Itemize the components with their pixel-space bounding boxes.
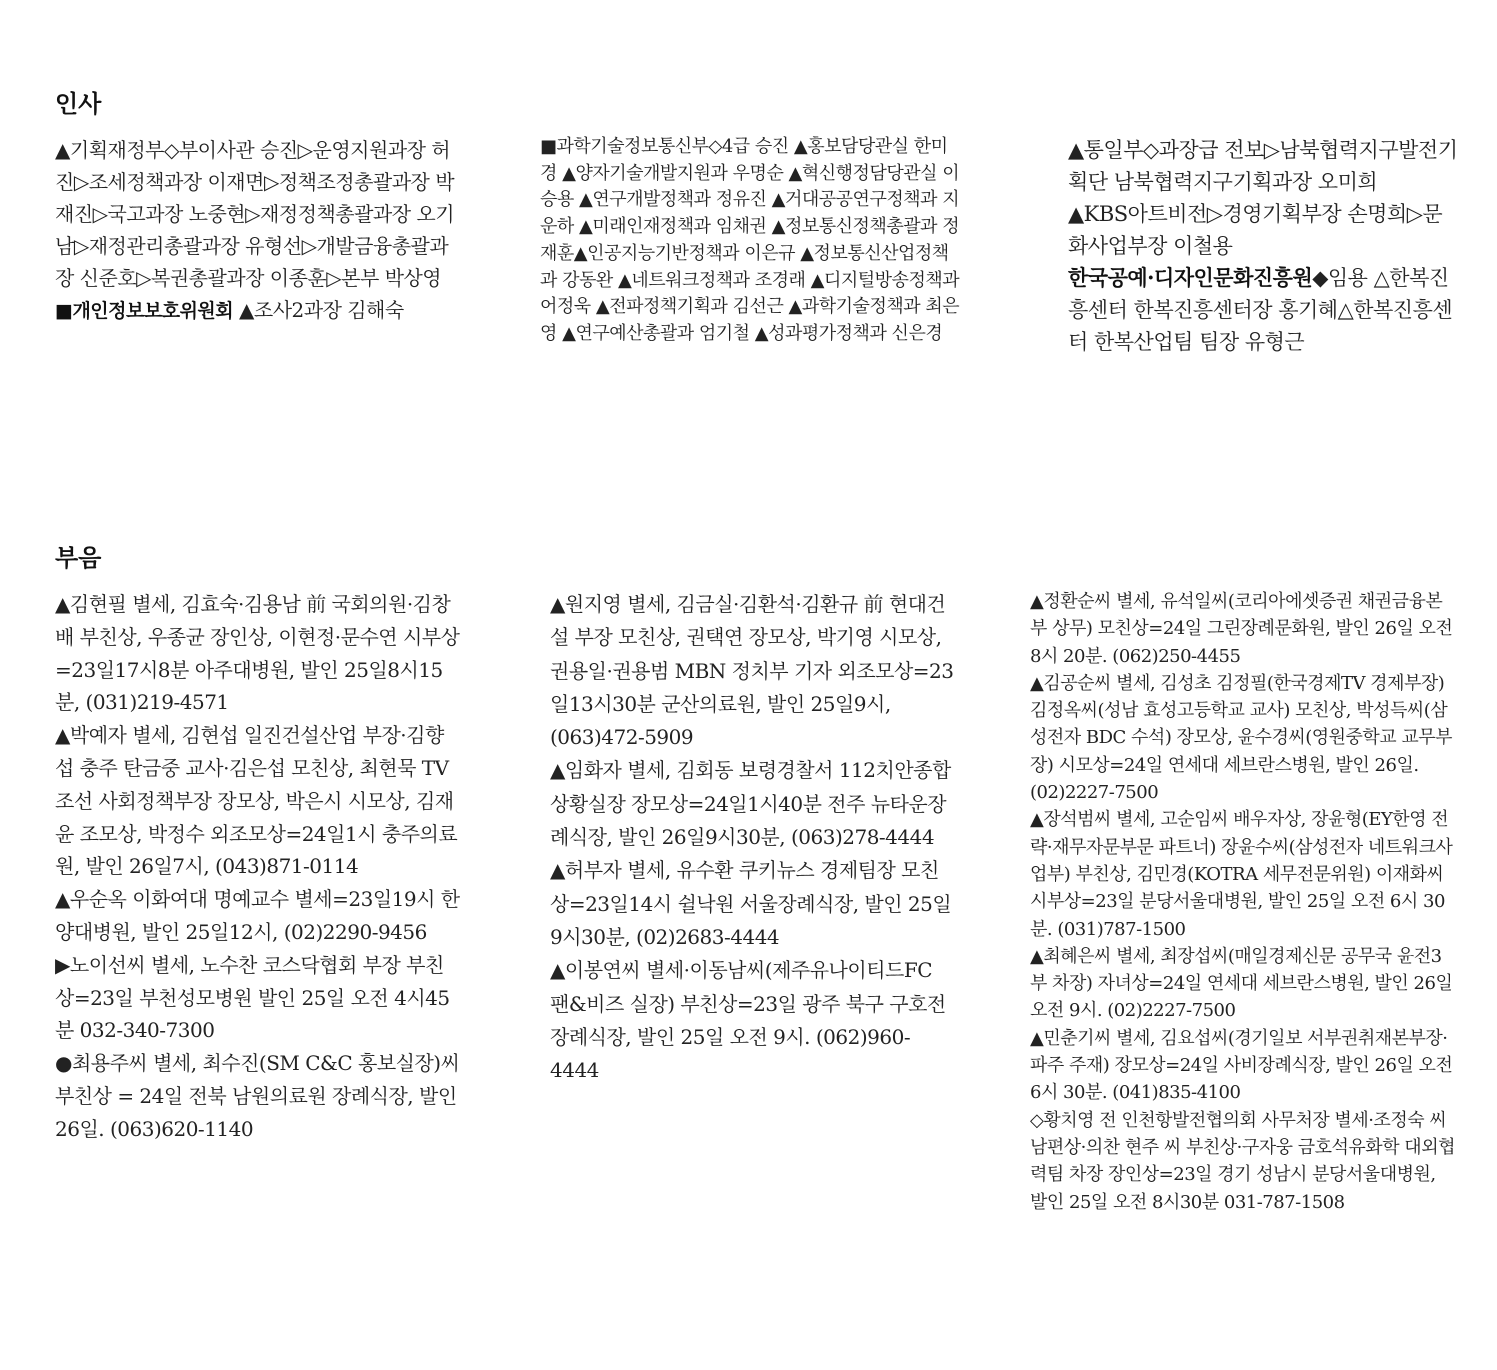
obituary-item: ▲이봉연씨 별세·이동남씨(제주유나이티드FC 팬&비즈 실장) 부친상=23일 광주 북구 구호전장례식장, 발인 25일 오전 9시. (062)960-4444 bbox=[550, 958, 946, 1083]
insa-column-2 bbox=[540, 134, 960, 348]
insa-item-mofe: ▲기획재정부◇부이사관 승진▷운영지원과장 허진▷조세정책과장 이재면▷정책조정총괄과장 박재진▷국고과장 노중현▷재정정책총괄과장 오기남▷재정관리총괄과장 유형선▷개발금융총괄과장 신준호▷복권총괄과장 이종훈▷본부 박상영 bbox=[55, 138, 455, 290]
obituary-item: ▲장석범씨 별세, 고순임씨 배우자상, 장윤형(EY한영 전략·재무자문부문 파트너) 장윤수씨(삼성전자 네트워크사업부) 부친상, 김민경(KOTRA 세무전문위원) 이재화씨 시부상=23일 분당서울대병원, 발인 25일 오전 6시 30분. (031)787-1500 bbox=[1030, 809, 1453, 940]
insa-item-kcdf: 한국공예·디자인문화진흥원◆임용 △한복진흥센터 한복진흥센터장 홍기혜△한복진흥센터 한복산업팀 팀장 유형근 bbox=[1068, 265, 1453, 354]
obituary-item: ▲원지영 별세, 김금실·김환석·김환규 前 현대건설 부장 모친상, 권택연 장모상, 박기영 시모상, 권용일·권용범 MBN 정치부 기자 외조모상=23일13시30분 군산의료원, 발인 25일9시, (063)472-5909 bbox=[550, 592, 954, 750]
insa-item-unification: ▲통일부◇과장급 전보▷남북협력지구발전기획단 남북협력지구기획과장 오미희 bbox=[1068, 138, 1458, 194]
section-title-insa: 인사 bbox=[55, 90, 102, 118]
org-name-kcdf: 한국공예·디자인문화진흥원 bbox=[1068, 265, 1313, 290]
obituary-item: ▲허부자 별세, 유수환 쿠키뉴스 경제팀장 모친상=23일14시 쉴낙원 서울장례식장, 발인 25일9시30분, (02)2683-4444 bbox=[550, 858, 952, 949]
obituary-item: ▲임화자 별세, 김회동 보령경찰서 112치안종합상황실장 장모상=24일1시40분 전주 뉴타운장례식장, 발인 26일9시30분, (063)278-4444 bbox=[550, 758, 951, 850]
obituary-item: ▲김현필 별세, 김효숙·김용남 前 국회의원·김창배 부친상, 우종균 장인상, 이현정·문수연 시부상=23일17시8분 아주대병원, 발인 25일8시15분, (031)219-4571 bbox=[55, 592, 460, 715]
obituary-item: ▲정환순씨 별세, 유석일씨(코리아에셋증권 채권금융본부 상무) 모친상=24일 그린장례문화원, 발인 26일 오전 8시 20분. (062)250-4455 bbox=[1030, 591, 1453, 667]
obituary-item: ▲최혜은씨 별세, 최장섭씨(매일경제신문 공무국 윤전3부 차장) 자녀상=24일 연세대 세브란스병원, 발인 26일 오전 9시. (02)2227-7500 bbox=[1030, 945, 1453, 1022]
obituary-item: ◇황치영 전 인천항발전협의회 사무처장 별세·조정숙 씨 남편상·의찬 현주 씨 부친상·구자웅 금호석유화학 대외협력팀 차장 장인상=23일 경기 성남시 분당서울대병원, 발인 25일 오전 8시30분 031-787-1508 bbox=[1030, 1109, 1455, 1213]
obituary-item: ▲김공순씨 별세, 김성초 김정필(한국경제TV 경제부장) 김정옥씨(성남 효성고등학교 교사) 모친상, 박성득씨(삼성전자 BDC 수석) 장모상, 윤수경씨(영원중학교 교무부장) 시모상=24일 연세대 세브란스병원, 발인 26일. (02)2227-7500 bbox=[1030, 672, 1453, 804]
bueum-column-3 bbox=[1030, 588, 1455, 1216]
insa-column-3 bbox=[1068, 134, 1458, 358]
insa-item-pipc: ■개인정보보호위원회 ▲조사2과장 김해숙 bbox=[55, 298, 404, 322]
insa-item-kbs-artvision: ▲KBS아트비전▷경영기획부장 손명희▷문화사업부장 이철용 bbox=[1068, 202, 1443, 258]
obituary-item: ▶노이선씨 별세, 노수찬 코스닥협회 부장 부친상=23일 부천성모병원 발인 25일 오전 4시45분 032-340-7300 bbox=[55, 952, 450, 1043]
org-name-pipc: ■개인정보보호위원회 bbox=[55, 300, 234, 322]
obituary-item: ●최용주씨 별세, 최수진(SM C&C 홍보실장)씨 부친상 = 24일 전북 남원의료원 장례식장, 발인 26일. (063)620-1140 bbox=[55, 1051, 460, 1141]
insa-column-1 bbox=[55, 134, 455, 327]
bueum-column-2 bbox=[550, 588, 955, 1087]
bueum-column-1 bbox=[55, 588, 460, 1146]
obituary-item: ▲민춘기씨 별세, 김요섭씨(경기일보 서부권취재본부장·파주 주재) 장모상=24일 사비장례식장, 발인 26일 오전 6시 30분. (041)835-4100 bbox=[1030, 1027, 1453, 1104]
insa-item-msit: ■과학기술정보통신부◇4급 승진 ▲홍보담당관실 한미경 ▲양자기술개발지원과 우명순 ▲혁신행정담당관실 이승용 ▲연구개발정책과 정유진 ▲거대공공연구정책과 지운하 ▲미래인재정책과 임채권 ▲정보통신정책총괄과 정재훈▲인공지능기반정책과 이은규 ▲정보통신산업정책과 강동완 ▲네트워크정책과 조경래 ▲디지털방송정책과 어정욱 ▲전파정책기획과 김선근 ▲과학기술정책과 최은영 ▲연구예산총괄과 엄기철 ▲성과평가정책과 신은경 bbox=[540, 136, 960, 344]
section-title-bueum: 부음 bbox=[55, 544, 102, 572]
obituary-item: ▲박예자 별세, 김현섭 일진건설산업 부장·김향섭 충주 탄금중 교사·김은섭 모친상, 최현묵 TV조선 사회정책부장 장모상, 박은시 시모상, 김재윤 조모상, 박정수 외조모상=24일1시 충주의료원, 발인 26일7시, (043)871-0114 bbox=[55, 723, 458, 879]
obituary-item: ▲우순옥 이화여대 명예교수 별세=23일19시 한양대병원, 발인 25일12시, (02)2290-9456 bbox=[55, 887, 460, 944]
